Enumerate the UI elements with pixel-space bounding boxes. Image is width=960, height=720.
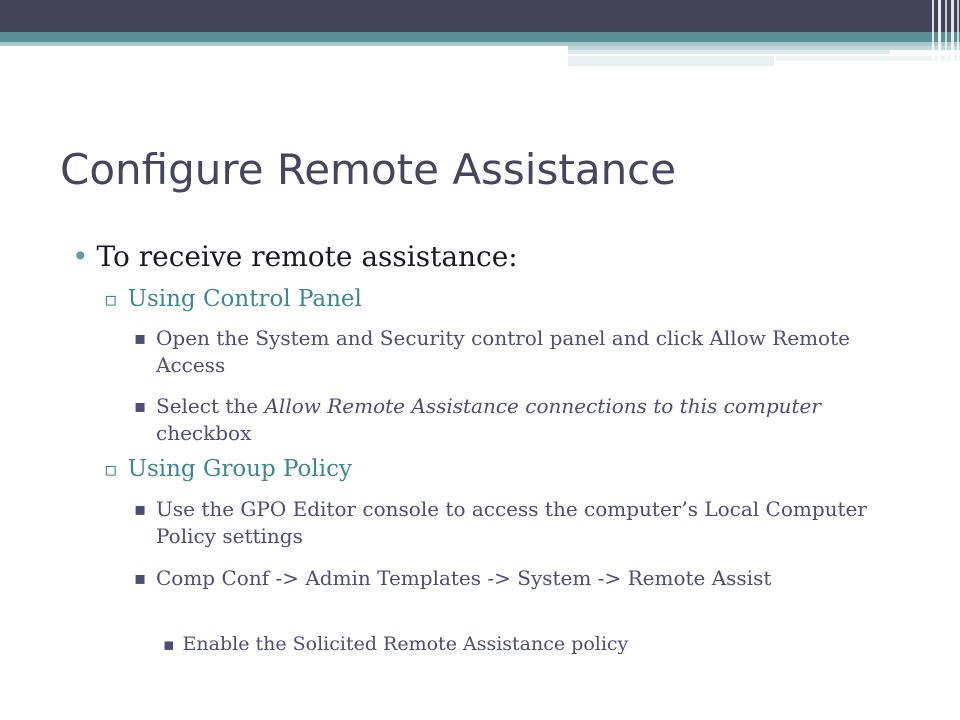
small-square-bullet-icon: ▪ [134,499,147,520]
square-bullet-icon: ▫ [104,287,118,311]
list-item-text: Comp Conf -> Admin Templates -> System -> Remote Assist [156,566,772,590]
section-heading-control-panel [104,286,362,312]
list-item [134,496,874,550]
list-item-text: Use the GPO Editor console to access the computer’s Local Computer Policy settings [156,497,867,548]
slide-title: Configure Remote Assistance [60,145,677,194]
section-heading-group-policy [104,456,352,482]
sub-list-item [163,631,863,658]
list-item [134,565,874,592]
small-square-bullet-icon: ▪ [134,396,147,417]
square-bullet-icon: ▫ [104,457,118,481]
list-item-text-prefix: Select the [156,394,265,418]
list-item-text-italic: Allow Remote Assistance connections to this computer [264,394,821,418]
list-item-text-suffix: checkbox [156,421,252,445]
sub-list-item-text: Enable the Solicited Remote Assistance policy [182,633,629,655]
small-square-bullet-icon: ▪ [163,635,175,655]
section-heading-text: Using Group Policy [127,456,352,482]
main-point-text: To receive remote assistance: [96,240,518,273]
list-item [134,393,874,447]
bullet-level1 [72,240,518,273]
list-item [134,325,874,379]
list-item-text: Open the System and Security control panel and click Allow Remote Access [156,326,850,377]
small-square-bullet-icon: ▪ [134,568,147,589]
section-heading-text: Using Control Panel [127,286,362,312]
list-item-text [134,393,874,447]
bullet-dot-icon: • [72,240,89,273]
small-square-bullet-icon: ▪ [134,328,147,349]
